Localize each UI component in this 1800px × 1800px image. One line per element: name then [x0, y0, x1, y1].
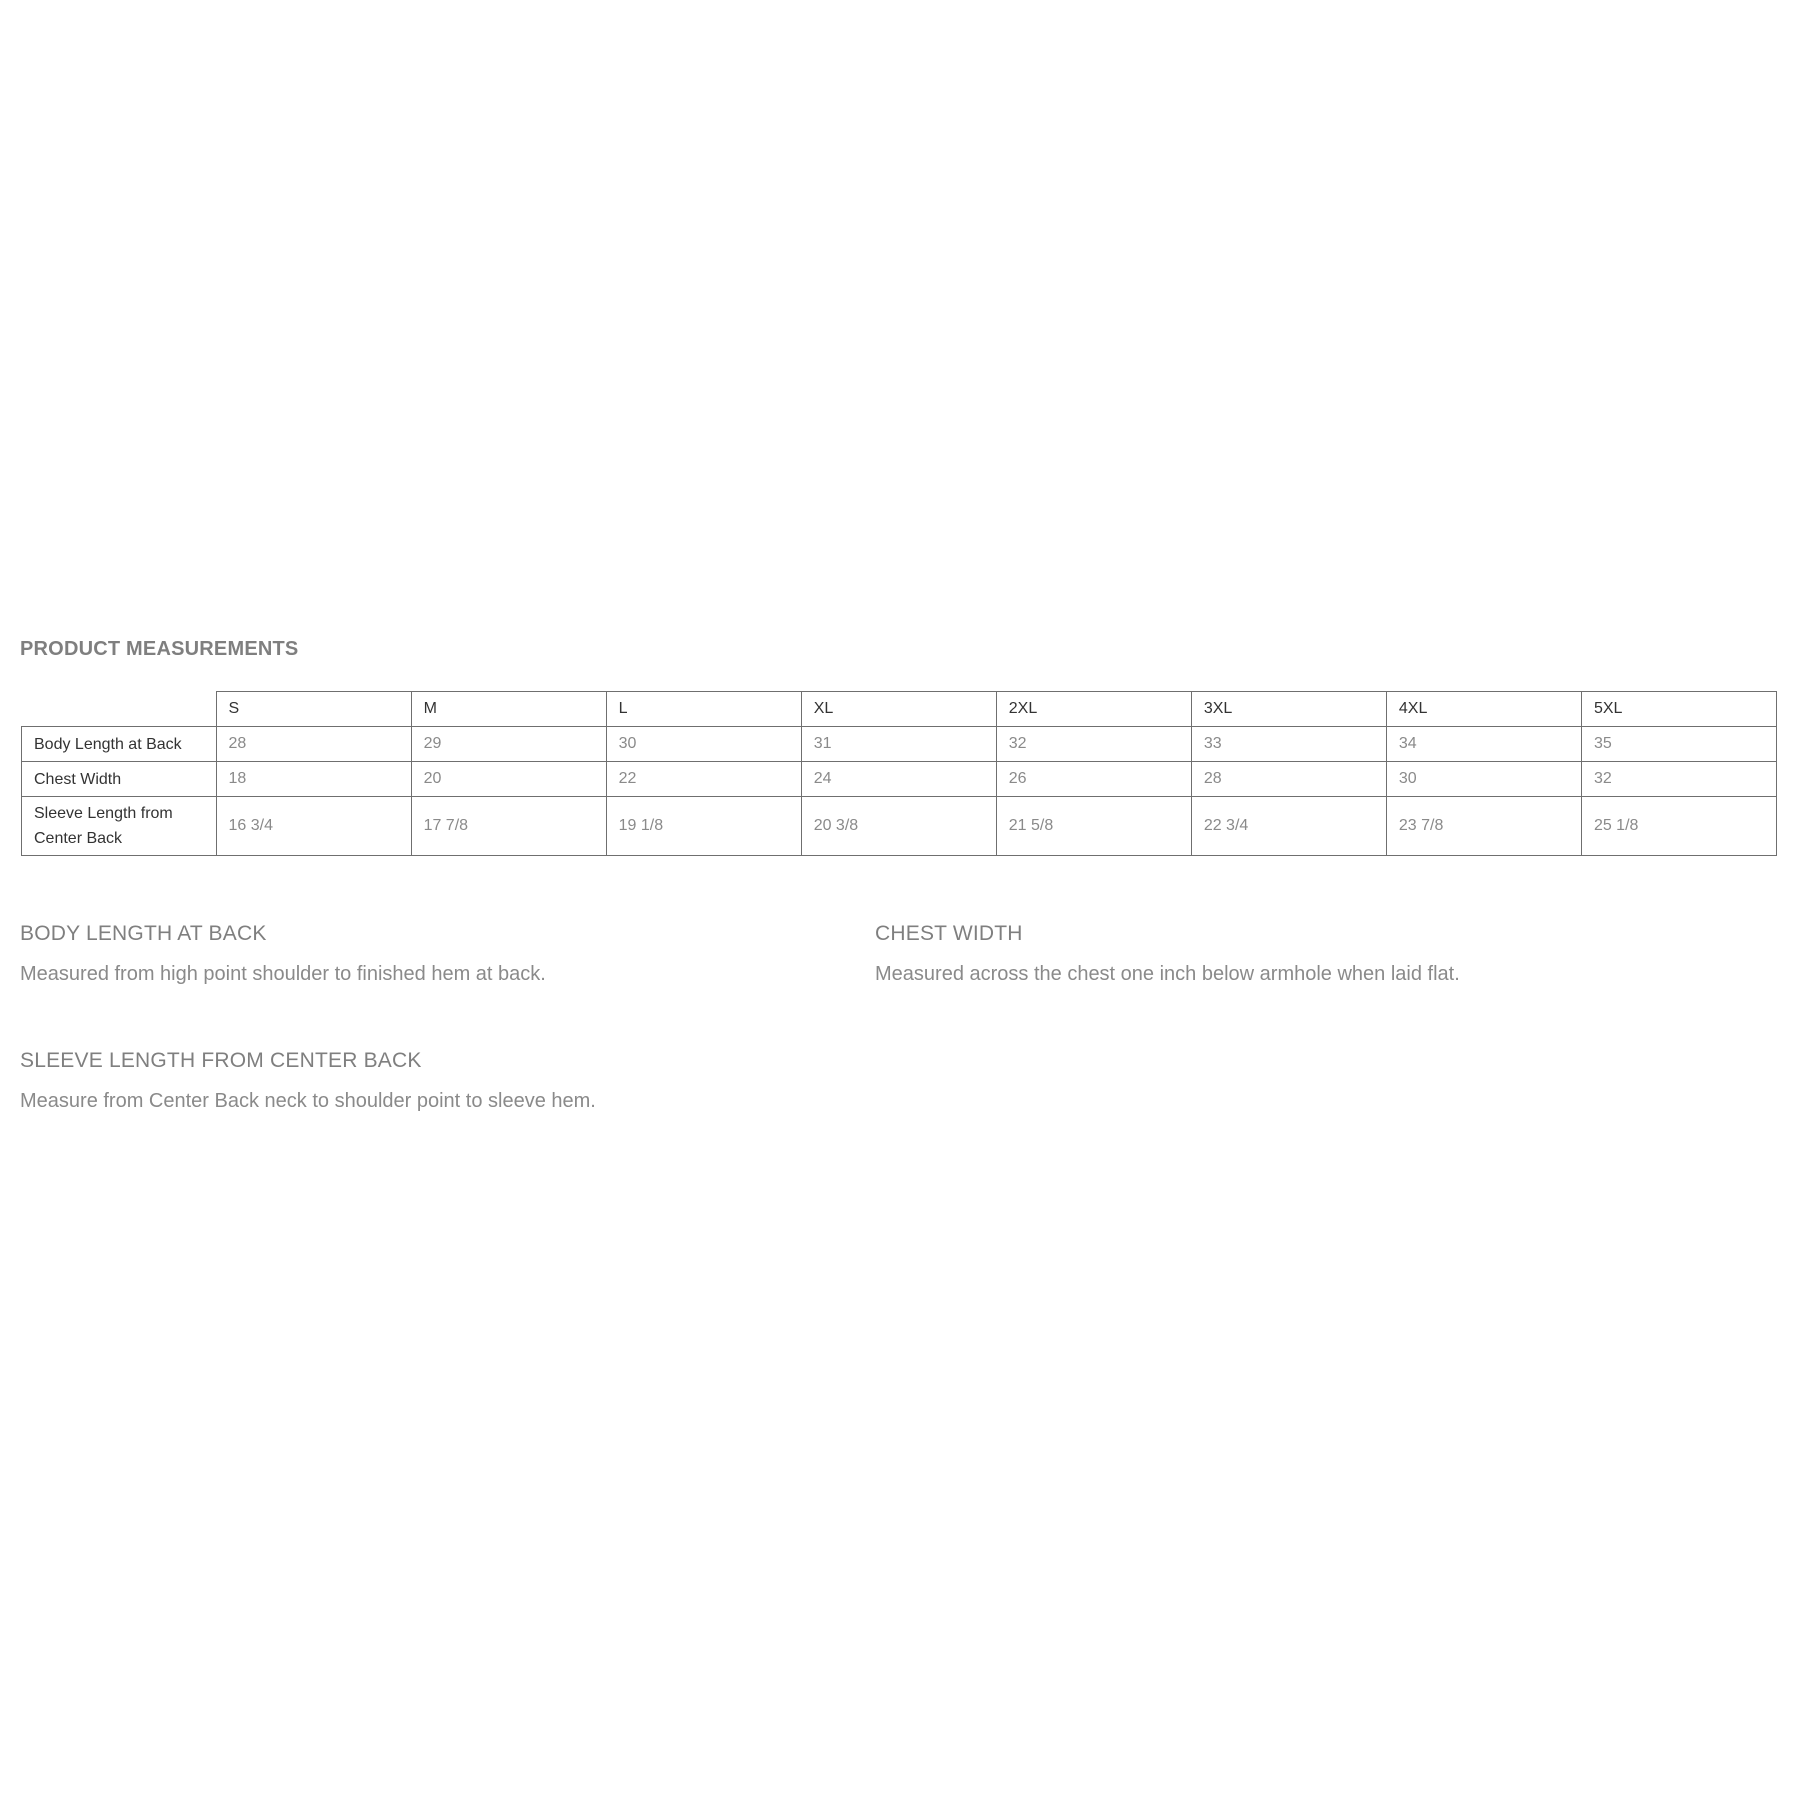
sleeve-length-description: [20, 1049, 780, 1113]
chest-width-description: [875, 922, 1635, 986]
table-cell: 34: [1386, 727, 1581, 762]
table-cell: 30: [606, 727, 801, 762]
size-header: XL: [801, 692, 996, 727]
chest-width-heading: CHEST WIDTH: [875, 922, 1023, 945]
table-cell: 26: [996, 762, 1191, 797]
table-cell: 25 1/8: [1581, 797, 1776, 856]
table-cell: 23 7/8: [1386, 797, 1581, 856]
sleeve-length-heading: SLEEVE LENGTH FROM CENTER BACK: [20, 1049, 422, 1072]
size-header-row: [22, 692, 1777, 727]
size-header: S: [216, 692, 411, 727]
table-cell: 29: [411, 727, 606, 762]
row-label: Chest Width: [22, 762, 217, 797]
table-cell: 22 3/4: [1191, 797, 1386, 856]
table-row: [22, 727, 1777, 762]
table-cell: 24: [801, 762, 996, 797]
size-header: 3XL: [1191, 692, 1386, 727]
body-length-text: Measured from high point shoulder to finished hem at back.: [20, 963, 546, 985]
table-cell: 31: [801, 727, 996, 762]
table-cell: 17 7/8: [411, 797, 606, 856]
table-cell: 21 5/8: [996, 797, 1191, 856]
size-header: 2XL: [996, 692, 1191, 727]
body-length-heading: BODY LENGTH AT BACK: [20, 922, 267, 945]
measurements-table: [21, 691, 1777, 856]
table-corner-cell: [22, 692, 217, 727]
row-label: Body Length at Back: [22, 727, 217, 762]
table-cell: 18: [216, 762, 411, 797]
table-cell: 20: [411, 762, 606, 797]
table-cell: 33: [1191, 727, 1386, 762]
table-cell: 16 3/4: [216, 797, 411, 856]
body-length-description: [20, 922, 780, 986]
size-header: M: [411, 692, 606, 727]
chest-width-text: Measured across the chest one inch below armhole when laid flat.: [875, 963, 1460, 985]
table-cell: 19 1/8: [606, 797, 801, 856]
table-row: [22, 797, 1777, 856]
table-row: [22, 762, 1777, 797]
size-header: L: [606, 692, 801, 727]
table-cell: 32: [996, 727, 1191, 762]
table-cell: 20 3/8: [801, 797, 996, 856]
table-cell: 28: [216, 727, 411, 762]
table-cell: 28: [1191, 762, 1386, 797]
table-cell: 30: [1386, 762, 1581, 797]
page-title: PRODUCT MEASUREMENTS: [20, 638, 299, 660]
table-cell: 22: [606, 762, 801, 797]
table-cell: 35: [1581, 727, 1776, 762]
table-cell: 32: [1581, 762, 1776, 797]
size-header: 5XL: [1581, 692, 1776, 727]
row-label: Sleeve Length from Center Back: [22, 797, 217, 856]
size-header: 4XL: [1386, 692, 1581, 727]
sleeve-length-text: Measure from Center Back neck to shoulder point to sleeve hem.: [20, 1090, 596, 1112]
